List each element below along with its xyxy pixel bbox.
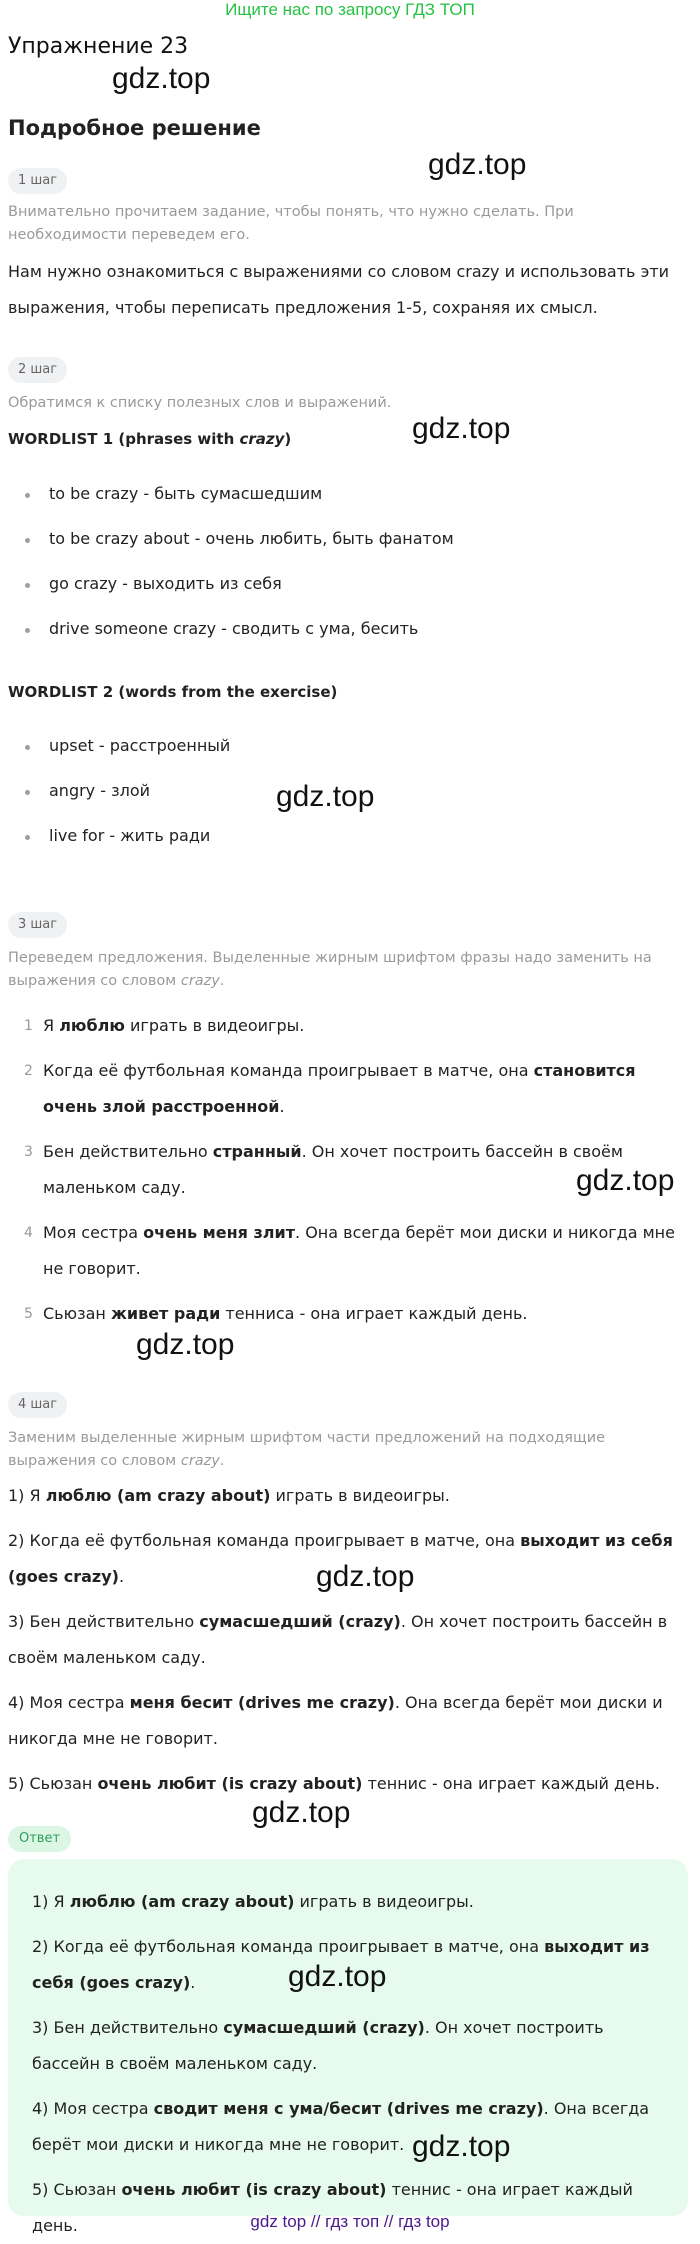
list-number: 3 — [24, 1144, 33, 1160]
step-note: Внимательно прочитаем задание, чтобы понять, что нужно сделать. При необходимости переведем его. — [8, 204, 574, 243]
answer-sentence: 5) Сьюзан очень любит (is crazy about) теннис - она играет каждый день. — [32, 2180, 633, 2235]
sentence: 2) Когда её футбольная команда проигрывает в матче, она выходит из себя (goes crazy). — [8, 1531, 673, 1586]
sentence: 3) Бен действительно сумасшедший (crazy). Он хочет построить бассейн в своём маленьком саду. — [8, 1612, 668, 1667]
watermark: gdz.top — [112, 62, 211, 95]
list-item: Моя сестра очень меня злит. Она всегда берёт мои диски и никогда мне не говорит. — [43, 1223, 675, 1278]
list-item: Когда её футбольная команда проигрывает в матче, она становится очень злой расстроенной. — [43, 1061, 636, 1116]
list-number: 4 — [24, 1225, 33, 1241]
step-badge: 4 шаг — [8, 1392, 67, 1418]
answer-sentence: 4) Моя сестра сводит меня с ума/бесит (drives me crazy). Она всегда берёт мои диски и никогда мне не говорит. — [32, 2099, 650, 2154]
answer-badge: Ответ — [8, 1826, 71, 1852]
search-banner: Ищите нас по запросу ГДЗ ТОП — [225, 0, 475, 19]
watermark: gdz.top — [276, 780, 375, 813]
watermark: gdz.top — [428, 148, 527, 181]
watermark: gdz.top — [252, 1796, 351, 1829]
sentence: 1) Я люблю (am crazy about) играть в видеоигры. — [8, 1486, 450, 1505]
section-title: Подробное решение — [8, 116, 261, 140]
step-badge: 2 шаг — [8, 357, 67, 383]
watermark: gdz.top — [412, 2130, 511, 2163]
list-item: angry - злой — [49, 781, 151, 800]
answer-sentence: 2) Когда её футбольная команда проигрывает в матче, она выходит из себя (goes crazy). — [32, 1937, 650, 1992]
watermark: gdz.top — [136, 1328, 235, 1361]
answer-sentence: 3) Бен действительно сумасшедший (crazy). Он хочет построить бассейн в своём маленьком саду. — [32, 2018, 604, 2073]
list-item: live for - жить ради — [49, 826, 211, 845]
list-item: to be crazy about - очень любить, быть фанатом — [49, 529, 454, 548]
step-note: Обратимся к списку полезных слов и выражений. — [8, 395, 392, 411]
list-number: 2 — [24, 1063, 33, 1079]
sentence: 5) Сьюзан очень любит (is crazy about) теннис - она играет каждый день. — [8, 1774, 660, 1793]
list-item: Сьюзан живет ради тенниса - она играет каждый день. — [43, 1304, 528, 1323]
list-item: to be crazy - быть сумасшедшим — [49, 484, 323, 503]
footer-links[interactable]: gdz top // гдз топ // гдз top — [250, 2212, 450, 2231]
list-number: 1 — [24, 1018, 33, 1034]
step-note: Заменим выделенные жирным шрифтом части предложений на подходящие выражения со словом crazy. — [8, 1430, 606, 1469]
wordlist-title: WORDLIST 2 (words from the exercise) — [8, 683, 338, 701]
wordlist-title: WORDLIST 1 (phrases with crazy) — [8, 430, 292, 448]
list-item: go crazy - выходить из себя — [49, 574, 282, 593]
step-text: Нам нужно ознакомиться с выражениями со словом crazy и использовать эти выражения, чтобы переписать предложения 1-5, сохраняя их смысл. — [8, 262, 670, 317]
sentence: 4) Моя сестра меня бесит (drives me crazy). Она всегда берёт мои диски и никогда мне не говорит. — [8, 1693, 663, 1748]
watermark: gdz.top — [316, 1560, 415, 1593]
step-badge: 3 шаг — [8, 912, 67, 938]
page-title: Упражнение 23 — [8, 34, 189, 59]
list-item: upset - расстроенный — [49, 736, 231, 755]
watermark: gdz.top — [288, 1960, 387, 1993]
list-item: drive someone crazy - сводить с ума, бесить — [49, 619, 419, 638]
list-item: Я люблю играть в видеоигры. — [43, 1016, 305, 1035]
list-number: 5 — [24, 1306, 33, 1322]
answer-sentence: 1) Я люблю (am crazy about) играть в видеоигры. — [32, 1892, 474, 1911]
step-note: Переведем предложения. Выделенные жирным шрифтом фразы надо заменить на выражения со словом crazy. — [8, 950, 652, 989]
watermark: gdz.top — [576, 1164, 675, 1197]
list-item: Бен действительно странный. Он хочет построить бассейн в своём маленьком саду. — [43, 1142, 623, 1197]
watermark: gdz.top — [412, 412, 511, 445]
step-badge: 1 шаг — [8, 168, 67, 194]
